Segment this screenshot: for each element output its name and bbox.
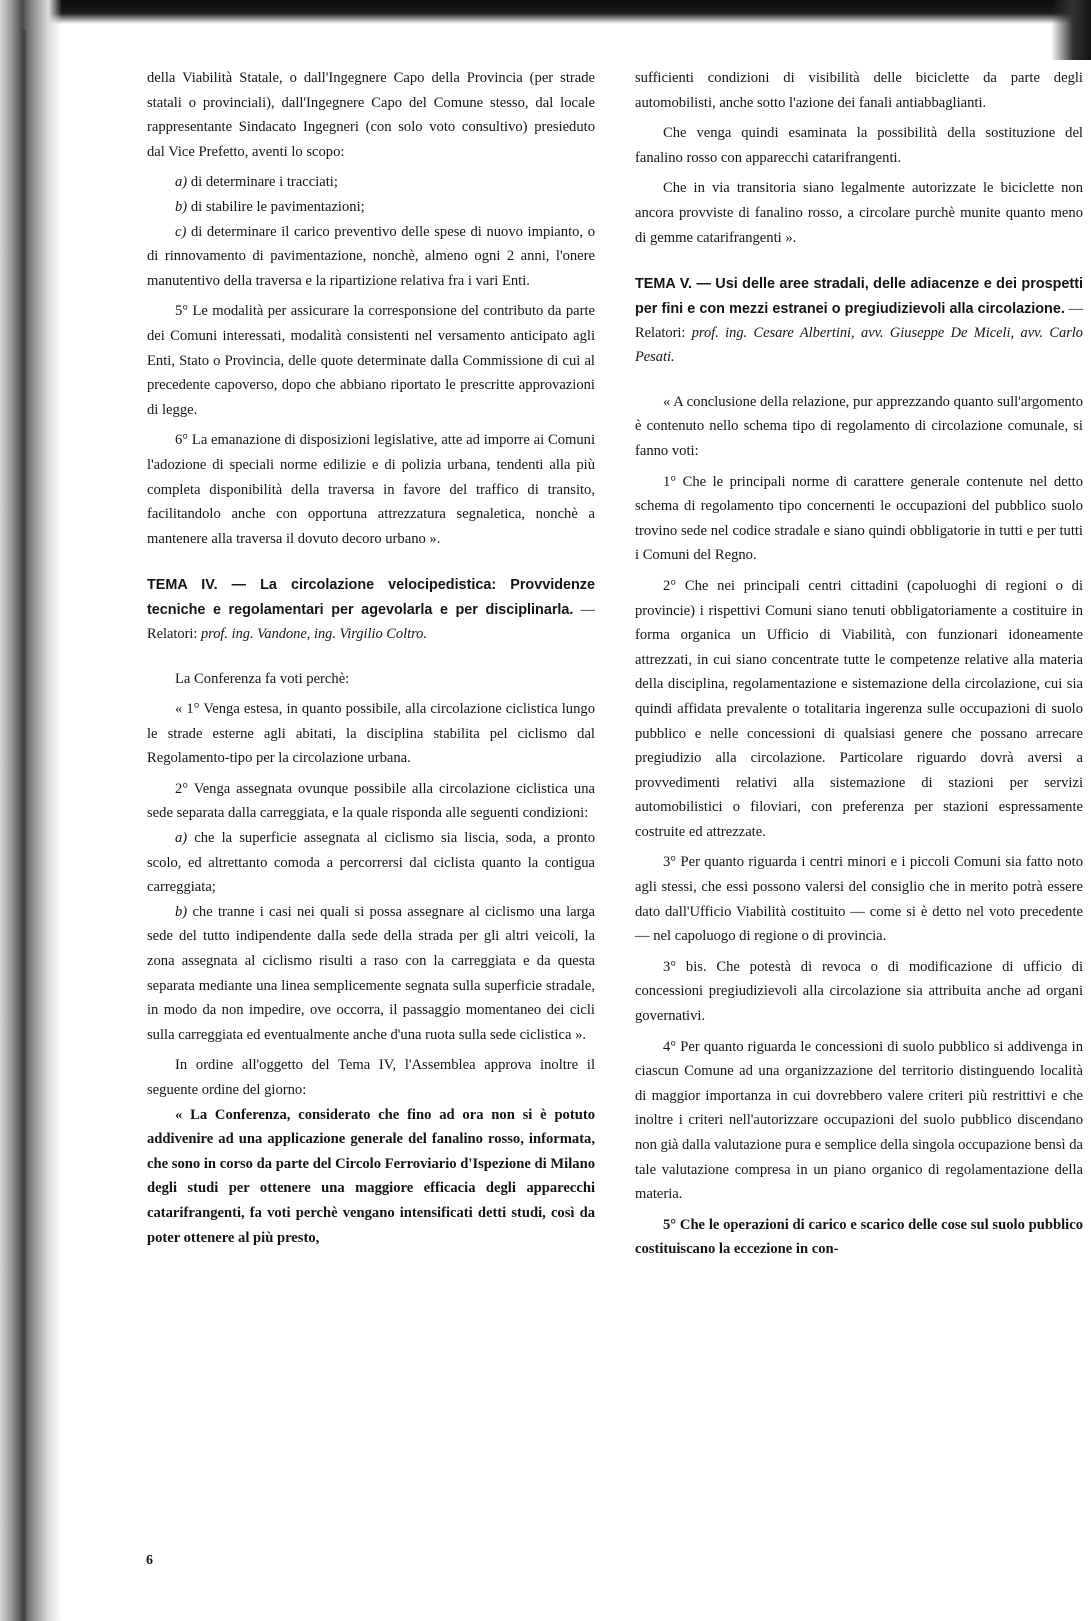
- paragraph-vote-r3: 3° Per quanto riguarda i centri minori e i piccoli Comuni sia fatto noto agli stessi, che essi possono valersi del consiglio che in merito potrà essere dato dall'Ufficio Viabilità costituito — come si è detto nel voto precedente — nel capoluogo di regione o di provincia.: [635, 854, 1083, 945]
- paragraph-vote-r2: 2° Che nei principali centri cittadini (capoluoghi di regioni o di provincie) i rispettivi Comuni siano tenuti obbligatoriamente a costituire in forma organica un Ufficio di Viabilità, con funzionari idoneamente attrezzati, in cui siano concentrate tutte le competenze relative alla materia della disciplina, regolamentazione e sistemazione della circolazione, cui sia quindi affidata prevalente o totalitaria ingerenza sulle occupazioni di suolo pubblico e nelle concessioni di qualsiasi genere che possano arrecare pregiudizio alla circolazione. Particolare riguardo dovrà aversi a provvedimenti relativi alla sistemazione di stazioni per servizi automobilistici o filoviari, con preferenza per stazioni espressamente costruite ed attrezzate.: [635, 577, 1083, 840]
- list-item-a: a) di determinare i tracciati;: [175, 174, 338, 191]
- scan-corner-shadow: [1051, 0, 1091, 60]
- left-column: [147, 66, 595, 1256]
- tema-5-heading: TEMA V. — Usi delle aree stradali, delle adiacenze e dei prospetti per fini e con mezzi estranei o pregiudizievoli alla circolazione. — Relatori: prof. ing. Cesare Albertini, avv. Giuseppe De Miceli, avv. Carlo Pesati.: [635, 276, 1083, 366]
- paragraph-vote-r3bis: 3° bis. Che potestà di revoca o di modificazione di ufficio di concessioni pregiudizievoli alla circolazione sia attribuita anche ad organi governativi.: [635, 958, 1083, 1025]
- paragraph-visibility: sufficienti condizioni di visibilità delle biciclette da parte degli automobilisti, anche sotto l'azione dei fanali antiabbaglianti.: [635, 70, 1083, 111]
- paragraph-vote-1: « 1° Venga estesa, in quanto possibile, alla circolazione ciclistica lungo le strade esterne agli abitati, la disciplina stabilita pel ciclismo dal Regolamento-tipo per la circolazione urbana.: [147, 701, 595, 767]
- paragraph-conference-intro: La Conferenza fa voti perchè:: [175, 670, 350, 687]
- scan-binding-line: [22, 30, 26, 1621]
- scan-top-shadow: [0, 0, 1091, 24]
- paragraph-vote-r4: 4° Per quanto riguarda le concessioni di suolo pubblico si addivenga in ciascun Comune ad una organizzazione del territorio distinguendo località di maggior importanza in cui dovrebbero valere criteri più restrittivi e che inoltre i criteri nell'autorizzare occupazioni del suolo pubblico discendano non già dalla valutazione pura e semplice della singola occupazione bensì da tale valutazione compresa in un piano organico di regolamentazione della materia.: [635, 1038, 1083, 1203]
- list-item-b: b) di stabilire le pavimentazioni;: [175, 198, 365, 215]
- right-column: [635, 66, 1083, 1268]
- paragraph-conclusione: « A conclusione della relazione, pur apprezzando quanto sull'argomento è contenuto nello schema tipo di regolamento di circolazione comunale, si fanno voti:: [635, 393, 1083, 459]
- paragraph-conference-fanalino: « La Conferenza, considerato che fino ad ora non si è potuto addivenire ad una applicazione generale del fanalino rosso, informata, che sono in corso da parte del Circolo Ferroviario d'Ispezione di Milano degli studi per ottenere una maggiore efficacia degli apparecchi catarifrangenti, fa voti perchè vengano intensificati detti studi, così da poter ottenere al più presto,: [147, 1106, 595, 1246]
- paragraph-vote-r5: 5° Che le operazioni di carico e scarico delle cose sul suolo pubblico costituiscano la eccezione in con-: [635, 1216, 1083, 1258]
- paragraph-vote-2: 2° Venga assegnata ovunque possibile alla circolazione ciclistica una sede separata dalla carreggiata, e la quale risponda alle seguenti condizioni:: [147, 780, 595, 822]
- list-item-vote-2b: b) che tranne i casi nei quali si possa assegnare al ciclismo una larga sede del tutto indipendente dalla sede della strada per gli altri veicoli, la zona assegnata al ciclismo risulti a raso con la carreggiata e da questa separata mediante una linea semplicemente segnata sulla superficie stradale, in modo da non impedire, ove occorra, il passaggio momentaneo dei cicli sulla carreggiata ed eventualmente anche d'una ruota sulla sede ciclistica ».: [147, 903, 595, 1043]
- page-number: 6: [146, 1553, 153, 1568]
- list-item-vote-2a: a) che la superficie assegnata al ciclismo sia liscia, soda, a pronto scolo, ed altrettanto comoda a percorrersi dal ciclista quanto la contigua carreggiata;: [147, 830, 595, 896]
- scan-binding-edge: [0, 0, 62, 1621]
- paragraph-ordine-giorno: In ordine all'oggetto del Tema IV, l'Assemblea approva inoltre il seguente ordine del giorno:: [147, 1057, 595, 1098]
- paragraph-transitoria: Che in via transitoria siano legalmente autorizzate le biciclette non ancora provviste di fanalino rosso, a circolare purchè munite quanto meno di gemme catarifrangenti ».: [635, 180, 1083, 246]
- item-marker: b): [175, 903, 188, 920]
- paragraph-point-5: 5° Le modalità per assicurare la corresponsione del contributo da parte dei Comuni interessati, modalità consistenti nel versamento anticipato agli Enti, Stato o Provincia, delle quote determinate dalla Commissione di cui al precedente capoverso, dopo che abbiano riportato le prescritte approvazioni di legge.: [147, 303, 595, 418]
- paragraph-vote-r1: 1° Che le principali norme di carattere generale contenute nel detto schema di regolamento tipo concernenti le occupazioni del pubblico suolo trovino sede nel codice stradale e siano quindi obbligatorie in tutti e per tutti i Comuni del Regno.: [635, 473, 1083, 564]
- tema-4-heading: TEMA IV. — La circolazione velocipedistica: Provvidenze tecniche e regolamentari per agevolarla e per disciplinarla. — Relatori: prof. ing. Vandone, ing. Virgilio Coltro.: [147, 577, 595, 643]
- list-item-c: c) di determinare il carico preventivo delle spese di nuovo impianto, o di rinnovamento di pavimentazione, nonchè, almeno ogni 2 anni, l'onere manutentivo della traversa e la ripartizione relativa fra i vari Enti.: [147, 223, 595, 289]
- paragraph-commission: della Viabilità Statale, o dall'Ingegnere Capo della Provincia (per strade statali o provinciali), dall'Ingegnere Capo del Comune stesso, dal locale rappresentante Sindacato Ingegneri (con solo voto consultivo) presieduto dal Vice Prefetto, aventi lo scopo:: [147, 70, 595, 160]
- item-marker: c): [175, 223, 187, 240]
- item-marker: a): [175, 830, 188, 847]
- item-marker: b): [175, 198, 188, 215]
- paragraph-catarifrangenti: Che venga quindi esaminata la possibilità della sostituzione del fanalino rosso con apparecchi catarifrangenti.: [635, 125, 1083, 166]
- paragraph-point-6: 6° La emanazione di disposizioni legislative, atte ad imporre ai Comuni l'adozione di speciali norme edilizie e di polizia urbana, tendenti alla più completa disponibilità della traversa in favore del traffico di transito, facilitandolo anche con opportuna attrezzatura segnaletica, nonchè a mantenere alla traversa il dovuto decoro urbano ».: [147, 432, 595, 547]
- item-marker: a): [175, 174, 188, 191]
